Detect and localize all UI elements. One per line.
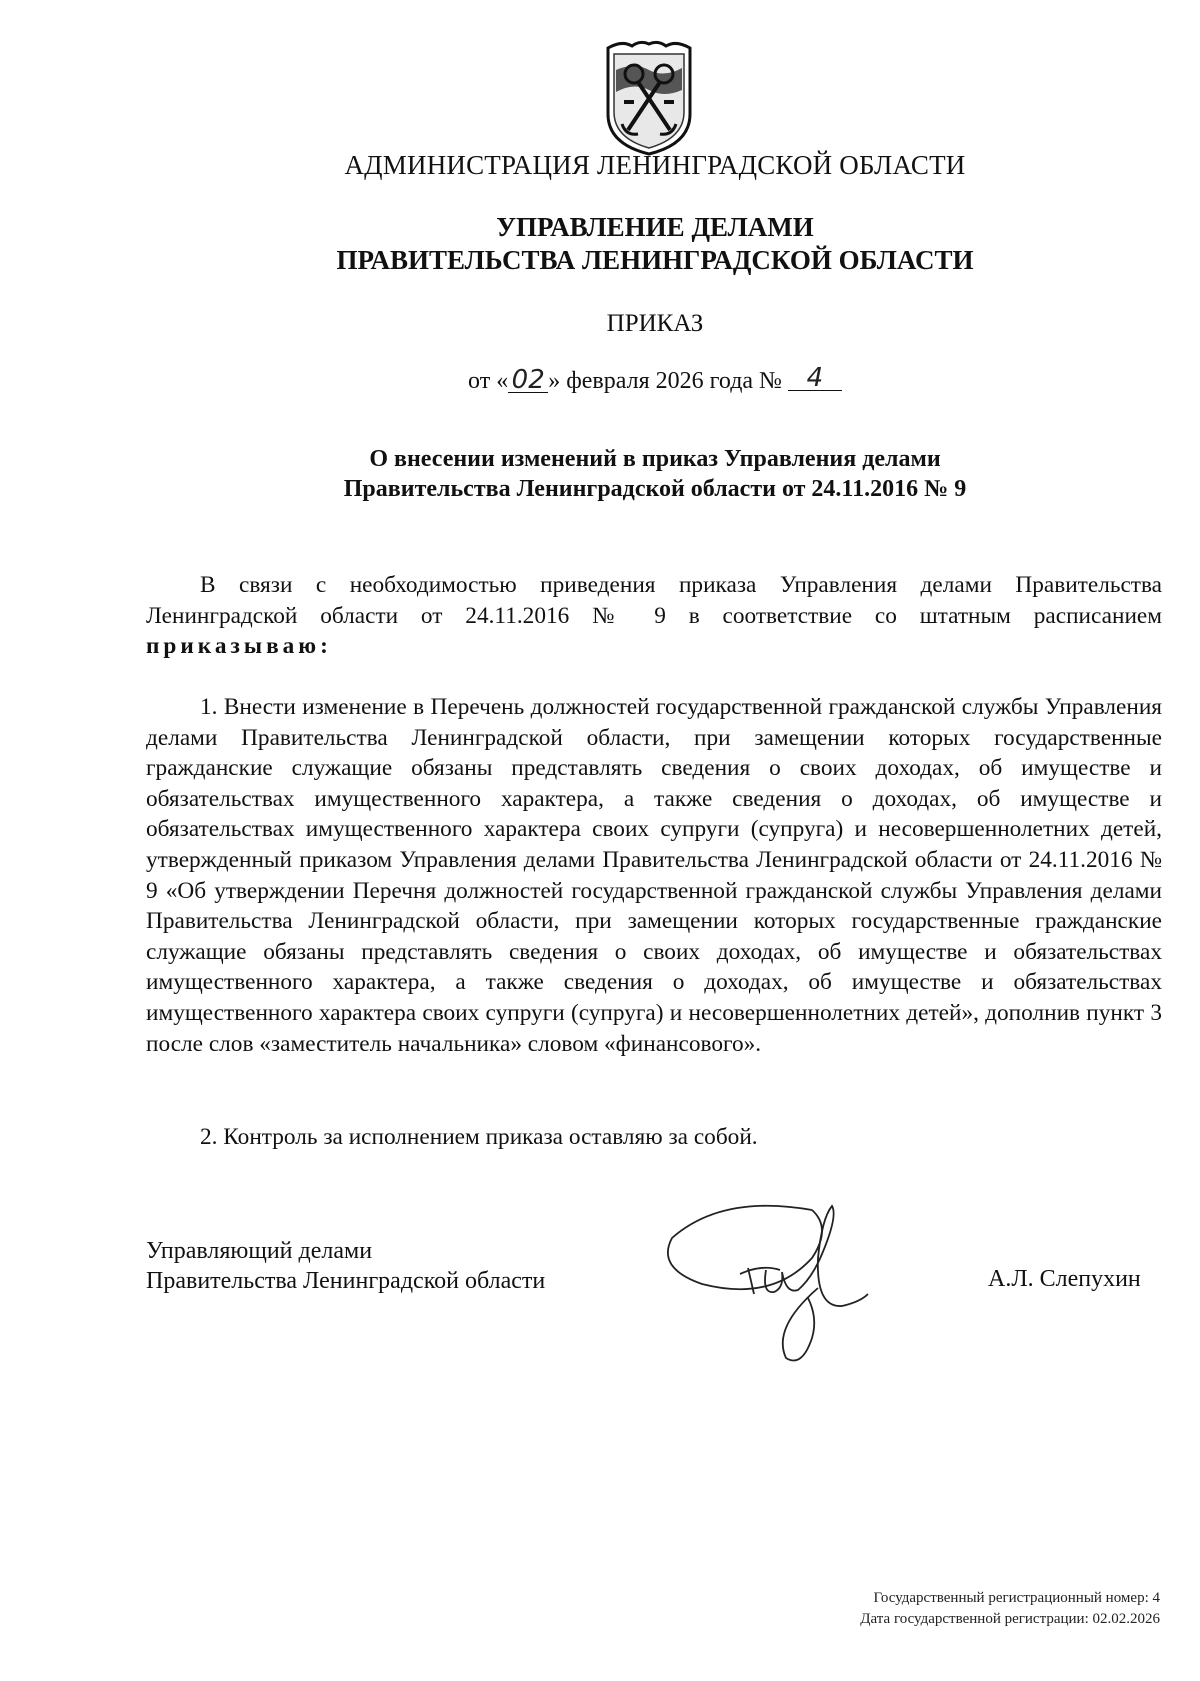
item1-text: 1. Внести изменение в Перечень должностей государственной гражданской службы Управления делами Правительства Ленинградской области, при замещении которых государственные гражданские служащие обязаны представлять сведения о своих доходах, об имуществе и обязательствах имущественного характера, а также сведения о доходах, об имуществе и обязательствах имущественного характера своих супруги (супруга) и несовершеннолетних детей, утвержденный приказом Управления делами Правительства Ленинградской области от 24.11.2016 № 9 «Об утверждении Перечня должностей государственной гражданской службы Управления делами Правительства Ленинградской области, при замещении которых государственные гражданские служащие обязаны представлять сведения о своих доходах, об имуществе и обязательствах имущественного характера, а также сведения о доходах, об имуществе и обязательствах имущественного характера своих супруги (супруга) и несовершеннолетних детей», дополнив пункт 3 после слов «заместитель начальника» словом «финансового». [146, 694, 1162, 1057]
date-prefix: от « [468, 368, 509, 394]
subject-line2: Правительства Ленинградской области от 24.11.2016 № 9 [343, 476, 967, 502]
registration-date: Дата государственной регистрации: 02.02.2026 [860, 1611, 1160, 1627]
date-suffix: » февраля 2026 года № [548, 368, 782, 394]
date-day-handwritten: 02 [508, 368, 548, 393]
signatory-name: А.Л. Слепухин [988, 1266, 1141, 1292]
order-number-handwritten: 4 [788, 366, 842, 391]
department-line1: УПРАВЛЕНИЕ ДЕЛАМИ [496, 212, 814, 242]
registration-number: Государственный регистрационный номер: 4 [873, 1590, 1160, 1606]
department-title [0, 211, 1200, 277]
preamble-paragraph [146, 570, 1162, 662]
registration-info [860, 1588, 1160, 1630]
item2-text: 2. Контроль за исполнением приказа оставляю за собой. [200, 1124, 758, 1150]
signatory-position [146, 1236, 545, 1296]
handwritten-signature [662, 1198, 892, 1368]
department-line2: ПРАВИТЕЛЬСТВА ЛЕНИНГРАДСКОЙ ОБЛАСТИ [336, 245, 974, 275]
coat-of-arms-emblem [604, 40, 694, 156]
organization-title: АДМИНИСТРАЦИЯ ЛЕНИНГРАДСКОЙ ОБЛАСТИ [344, 150, 966, 180]
document-type: ПРИКАЗ [606, 310, 704, 337]
item2-paragraph [146, 1122, 1162, 1153]
order-subject [0, 444, 1200, 504]
preamble-text: В связи с необходимостью приведения приказа Управления делами Правительства Ленинградской области от 24.11.2016 № 9 в соответствие со штатным расписанием [146, 572, 1162, 629]
date-number-line [0, 363, 1200, 395]
position-line1: Управляющий делами [146, 1238, 373, 1264]
position-line2: Правительства Ленинградской области [146, 1268, 546, 1294]
order-action-word: приказываю: [146, 633, 332, 660]
subject-line1: О внесении изменений в приказ Управления делами [369, 446, 941, 472]
item1-paragraph [146, 692, 1162, 1059]
